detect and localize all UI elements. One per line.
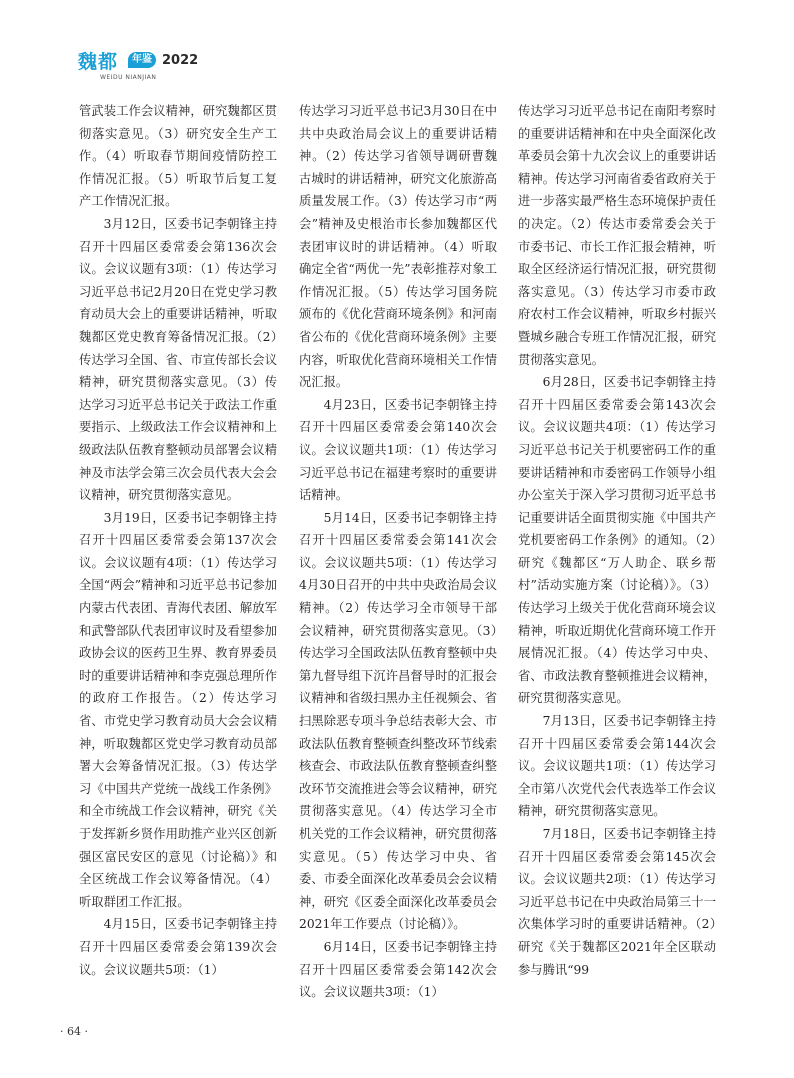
paragraph: 6月14日，区委书记李朝锋主持召开十四届区委常委会第142次会议。会议议题共3项：（1） xyxy=(299,939,497,1000)
logo-badge: 年鉴 xyxy=(128,52,156,68)
paragraph: 6月28日，区委书记李朝锋主持召开十四届区委常委会第143次会议。会议议题共4项：（1）传达学习习近平总书记关于机要密码工作的重要讲话精神和市委密码工作领导小组办公室关于深入学习贯彻习近平总书记重要讲话全面贯彻实施《中国共产党机要密码工作条例》的通知。（2）研究《魏都区“万人助企、联乡帮村”活动实施方案（讨论稿）》。（3）传达学习上级关于优化营商环境会议精神，听取近期优化营商环境工作开展情况汇报。（4）传达学习中央、省、市政法教育整顿推进会议精神，研究贯彻落实意见。 xyxy=(518,375,716,706)
paragraph: 传达学习习近平总书记在南阳考察时的重要讲话精神和在中央全面深化改革委员会第十九次会议上的重要讲话精神。传达学习河南省委省政府关于进一步落实最严格生态环境保护责任的决定。（2）传达市委常委会关于市委书记、市长工作汇报会精神，听取全区经济运行情况汇报，研究贯彻落实意见。（3）传达学习市委市政府农村工作会议精神，听取乡村振兴暨城乡融合专班工作情况汇报，研究贯彻落实意见。 xyxy=(518,104,716,367)
paragraph: 4月23日，区委书记李朝锋主持召开十四届区委常委会第140次会议。会议议题共1项：（1）传达学习习近平总书记在福建考察时的重要讲话精神。 xyxy=(299,397,497,503)
paragraph: 5月14日，区委书记李朝锋主持召开十四届区委常委会第141次会议。会议议题共5项：（1）传达学习4月30日召开的中共中央政治局会议精神。（2）传达学习全市领导干部会议精神，研究贯彻落实意见。（3）传达学习全国政法队伍教育整顿中央第九督导组下沉许昌督导时的汇报会议精神和省级扫黑办主任视频会、省扫黑除恶专项斗争总结表彰大会、市政法队伍教育整顿查纠整改环节线索核查会、市政法队伍教育整顿查纠整改环节交流推进会等会议精神，研究贯彻落实意见。（4）传达学习全市机关党的工作会议精神，研究贯彻落实意见。（5）传达学习中央、省委、市委全面深化改革委员会会议精神，研究《区委全面深化改革委员会2021年工作要点（讨论稿）》。 xyxy=(299,510,497,932)
logo-title: 魏都 xyxy=(78,51,119,73)
paragraph: 管武装工作会议精神，研究魏都区贯彻落实意见。（3）研究安全生产工作。（4）听取春节期间疫情防控工作情况汇报。（5）听取节后复工复产工作情况汇报。 xyxy=(79,104,277,209)
paragraph: 传达学习习近平总书记3月30日在中共中央政治局会议上的重要讲话精神。（2）传达学习省领导调研曹魏古城时的讲话精神，研究文化旅游高质量发展工作。（3）传达学习市“两会”精神及史根治市长参加魏都区代表团审议时的讲话精神。（4）听取确定全省“两优一先”表彰推荐对象工作情况汇报。（5）传达学习国务院颁布的《优化营商环境条例》和河南省公布的《优化营商环境条例》主要内容，听取优化营商环境相关工作情况汇报。 xyxy=(299,104,497,390)
paragraph: 7月13日，区委书记李朝锋主持召开十四届区委常委会第144次会议。会议议题共1项：（1）传达学习全市第八次党代会代表选举工作会议精神，研究贯彻落实意见。 xyxy=(518,714,716,819)
paragraph: 3月12日，区委书记李朝锋主持召开十四届区委常委会第136次会议。会议议题有3项：（1）传达学习习近平总书记2月20日在党史学习教育动员大会上的重要讲话精神，听取魏都区党史教育筹备情况汇报。（2）传达学习全国、省、市宣传部长会议精神，研究贯彻落实意见。（3）传达学习习近平总书记关于政法工作重要指示、上级政法工作会议精神和上级政法队伍教育整顿动员部署会议精神及市法学会第三次会员代表大会会议精神，研究贯彻落实意见。 xyxy=(79,216,277,503)
text-column-2 xyxy=(299,100,497,1004)
logo-year: 2022 xyxy=(162,53,199,68)
yearbook-header xyxy=(78,50,278,90)
logo-subtitle: WEIDU NIANJIAN xyxy=(100,74,157,81)
paragraph: 7月18日，区委书记李朝锋主持召开十四届区委常委会第145次会议。会议议题共2项：（1）传达学习习近平总书记在中央政治局第三十一次集体学习时的重要讲话精神。（2）研究《关于魏都区2021年全区联动参与腾讯“99 xyxy=(518,827,716,977)
paragraph: 4月15日，区委书记李朝锋主持召开十四届区委常委会第139次会议。会议议题共5项：（1） xyxy=(79,917,277,977)
text-column-3 xyxy=(518,100,716,981)
text-column-1 xyxy=(79,100,277,981)
paragraph: 3月19日，区委书记李朝锋主持召开十四届区委常委会第137次会议。会议议题有4项：（1）传达学习全国“两会”精神和习近平总书记参加内蒙古代表团、青海代表团、解放军和武警部队代表团审议时及看望参加政协会议的医药卫生界、教育界委员时的重要讲话精神和李克强总理所作的政府工作报告。（2）传达学习省、市党史学习教育动员大会会议精神，听取魏都区党史学习教育动员部署大会筹备情况汇报。（3）传达学习《中国共产党统一战线工作条例》和全市统战工作会议精神，研究《关于发挥新乡贤作用助推产业兴区创新强区富民安区的意见（讨论稿）》和全区统战工作会议筹备情况。（4）听取群团工作汇报。 xyxy=(79,510,277,909)
page-number: · 64 · xyxy=(60,1025,88,1038)
